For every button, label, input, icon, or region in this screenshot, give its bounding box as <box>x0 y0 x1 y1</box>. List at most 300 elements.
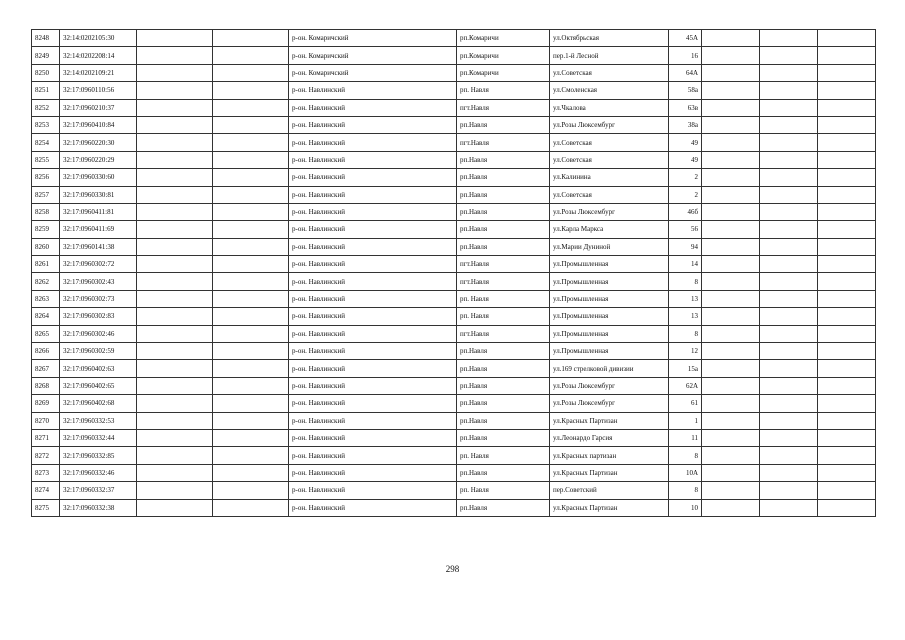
empty-cell <box>702 186 760 203</box>
empty-cell <box>702 325 760 342</box>
row-number-cell: 8273 <box>32 464 60 481</box>
cadastral-number-cell: 32:17:0960330:81 <box>60 186 137 203</box>
empty-cell <box>702 273 760 290</box>
house-number-cell: 2 <box>669 186 702 203</box>
street-cell: ул.Розы Люксембург <box>550 395 669 412</box>
locality-cell: пгт.Навля <box>457 99 550 116</box>
empty-cell <box>702 377 760 394</box>
house-number-cell: 49 <box>669 134 702 151</box>
house-number-cell: 61 <box>669 395 702 412</box>
district-cell: р-он. Навлинский <box>289 360 457 377</box>
district-cell: р-он. Навлинский <box>289 343 457 360</box>
empty-cell <box>213 116 289 133</box>
street-cell: ул.Калинина <box>550 169 669 186</box>
cadastral-number-cell: 32:17:0960210:37 <box>60 99 137 116</box>
empty-cell <box>760 499 818 516</box>
table-row <box>32 30 876 47</box>
table-row <box>32 116 876 133</box>
empty-cell <box>137 151 213 168</box>
empty-cell <box>137 30 213 47</box>
table-row <box>32 221 876 238</box>
empty-cell <box>213 64 289 81</box>
locality-cell: рп. Навля <box>457 290 550 307</box>
street-cell: ул.Промышленная <box>550 325 669 342</box>
district-cell: р-он. Навлинский <box>289 325 457 342</box>
empty-cell <box>760 343 818 360</box>
house-number-cell: 13 <box>669 308 702 325</box>
cadastral-number-cell: 32:17:0960220:30 <box>60 134 137 151</box>
empty-cell <box>760 395 818 412</box>
house-number-cell: 49 <box>669 151 702 168</box>
empty-cell <box>702 64 760 81</box>
district-cell: р-он. Навлинский <box>289 99 457 116</box>
row-number-cell: 8268 <box>32 377 60 394</box>
house-number-cell: 8 <box>669 482 702 499</box>
house-number-cell: 94 <box>669 238 702 255</box>
empty-cell <box>137 343 213 360</box>
row-number-cell: 8258 <box>32 203 60 220</box>
empty-cell <box>137 64 213 81</box>
house-number-cell: 38а <box>669 116 702 133</box>
empty-cell <box>137 377 213 394</box>
row-number-cell: 8263 <box>32 290 60 307</box>
district-cell: р-он. Навлинский <box>289 447 457 464</box>
table-row <box>32 186 876 203</box>
empty-cell <box>760 360 818 377</box>
empty-cell <box>137 47 213 64</box>
row-number-cell: 8272 <box>32 447 60 464</box>
empty-cell <box>760 256 818 273</box>
empty-cell <box>818 116 876 133</box>
locality-cell: рп.Навля <box>457 464 550 481</box>
empty-cell <box>702 290 760 307</box>
cadastral-number-cell: 32:14:0202109:21 <box>60 64 137 81</box>
empty-cell <box>818 256 876 273</box>
house-number-cell: 56 <box>669 221 702 238</box>
district-cell: р-он. Навлинский <box>289 256 457 273</box>
empty-cell <box>137 238 213 255</box>
table-row <box>32 256 876 273</box>
row-number-cell: 8254 <box>32 134 60 151</box>
cadastral-number-cell: 32:17:0960332:38 <box>60 499 137 516</box>
district-cell: р-он. Навлинский <box>289 464 457 481</box>
empty-cell <box>213 377 289 394</box>
house-number-cell: 14 <box>669 256 702 273</box>
empty-cell <box>213 290 289 307</box>
cadastral-number-cell: 32:17:0960302:46 <box>60 325 137 342</box>
empty-cell <box>818 151 876 168</box>
empty-cell <box>213 169 289 186</box>
table-row <box>32 99 876 116</box>
district-cell: р-он. Навлинский <box>289 116 457 133</box>
locality-cell: пгт.Навля <box>457 256 550 273</box>
table-row <box>32 238 876 255</box>
row-number-cell: 8265 <box>32 325 60 342</box>
cadastral-number-cell: 32:17:0960302:43 <box>60 273 137 290</box>
locality-cell: рп.Навля <box>457 412 550 429</box>
locality-cell: рп.Навля <box>457 360 550 377</box>
house-number-cell: 12 <box>669 343 702 360</box>
table-row <box>32 464 876 481</box>
empty-cell <box>137 186 213 203</box>
empty-cell <box>213 308 289 325</box>
row-number-cell: 8267 <box>32 360 60 377</box>
empty-cell <box>760 482 818 499</box>
district-cell: р-он. Навлинский <box>289 308 457 325</box>
house-number-cell: 8 <box>669 447 702 464</box>
house-number-cell: 64А <box>669 64 702 81</box>
house-number-cell: 62А <box>669 377 702 394</box>
street-cell: ул.Красных Партизан <box>550 412 669 429</box>
empty-cell <box>818 377 876 394</box>
empty-cell <box>702 343 760 360</box>
locality-cell: рп.Навля <box>457 343 550 360</box>
empty-cell <box>137 290 213 307</box>
empty-cell <box>213 343 289 360</box>
locality-cell: рп.Навля <box>457 186 550 203</box>
table-body <box>32 30 876 517</box>
row-number-cell: 8262 <box>32 273 60 290</box>
house-number-cell: 58а <box>669 82 702 99</box>
row-number-cell: 8261 <box>32 256 60 273</box>
cadastral-number-cell: 32:17:0960402:65 <box>60 377 137 394</box>
table-row <box>32 429 876 446</box>
locality-cell: рп.Комаричи <box>457 30 550 47</box>
registry-table <box>31 29 876 517</box>
row-number-cell: 8253 <box>32 116 60 133</box>
house-number-cell: 8 <box>669 273 702 290</box>
house-number-cell: 11 <box>669 429 702 446</box>
empty-cell <box>760 290 818 307</box>
empty-cell <box>702 238 760 255</box>
table-row <box>32 412 876 429</box>
street-cell: ул.Розы Люксембург <box>550 116 669 133</box>
empty-cell <box>760 464 818 481</box>
street-cell: ул.Промышленная <box>550 308 669 325</box>
empty-cell <box>818 47 876 64</box>
cadastral-number-cell: 32:17:0960220:29 <box>60 151 137 168</box>
street-cell: пер.Советский <box>550 482 669 499</box>
table-row <box>32 151 876 168</box>
table-row <box>32 395 876 412</box>
empty-cell <box>702 412 760 429</box>
empty-cell <box>702 99 760 116</box>
row-number-cell: 8269 <box>32 395 60 412</box>
empty-cell <box>702 116 760 133</box>
empty-cell <box>137 482 213 499</box>
cadastral-number-cell: 32:17:0960141:38 <box>60 238 137 255</box>
locality-cell: пгт.Навля <box>457 273 550 290</box>
empty-cell <box>760 325 818 342</box>
cadastral-number-cell: 32:17:0960302:73 <box>60 290 137 307</box>
house-number-cell: 1 <box>669 412 702 429</box>
row-number-cell: 8274 <box>32 482 60 499</box>
district-cell: р-он. Навлинский <box>289 151 457 168</box>
district-cell: р-он. Навлинский <box>289 134 457 151</box>
district-cell: р-он. Навлинский <box>289 221 457 238</box>
empty-cell <box>760 99 818 116</box>
table-row <box>32 482 876 499</box>
empty-cell <box>760 151 818 168</box>
empty-cell <box>137 203 213 220</box>
empty-cell <box>213 186 289 203</box>
empty-cell <box>818 64 876 81</box>
empty-cell <box>760 238 818 255</box>
house-number-cell: 16 <box>669 47 702 64</box>
street-cell: ул.Промышленная <box>550 343 669 360</box>
row-number-cell: 8251 <box>32 82 60 99</box>
empty-cell <box>137 221 213 238</box>
empty-cell <box>137 464 213 481</box>
empty-cell <box>137 325 213 342</box>
district-cell: р-он. Комаричский <box>289 30 457 47</box>
district-cell: р-он. Навлинский <box>289 290 457 307</box>
row-number-cell: 8275 <box>32 499 60 516</box>
empty-cell <box>213 256 289 273</box>
street-cell: ул.Октябрьская <box>550 30 669 47</box>
empty-cell <box>818 412 876 429</box>
street-cell: ул.Советская <box>550 186 669 203</box>
cadastral-number-cell: 32:14:0202105:30 <box>60 30 137 47</box>
empty-cell <box>760 134 818 151</box>
row-number-cell: 8248 <box>32 30 60 47</box>
cadastral-number-cell: 32:14:0202208:14 <box>60 47 137 64</box>
row-number-cell: 8270 <box>32 412 60 429</box>
empty-cell <box>760 186 818 203</box>
empty-cell <box>702 360 760 377</box>
locality-cell: рп.Комаричи <box>457 47 550 64</box>
empty-cell <box>213 47 289 64</box>
street-cell: ул.Промышленная <box>550 290 669 307</box>
table-row <box>32 134 876 151</box>
empty-cell <box>818 30 876 47</box>
table-row <box>32 47 876 64</box>
empty-cell <box>213 273 289 290</box>
empty-cell <box>760 273 818 290</box>
empty-cell <box>818 273 876 290</box>
locality-cell: пгт.Навля <box>457 325 550 342</box>
table-row <box>32 308 876 325</box>
cadastral-number-cell: 32:17:0960110:56 <box>60 82 137 99</box>
locality-cell: рп.Навля <box>457 395 550 412</box>
street-cell: ул.Промышленная <box>550 273 669 290</box>
cadastral-number-cell: 32:17:0960302:83 <box>60 308 137 325</box>
empty-cell <box>702 499 760 516</box>
table-row <box>32 273 876 290</box>
empty-cell <box>702 134 760 151</box>
empty-cell <box>137 134 213 151</box>
locality-cell: рп.Навля <box>457 116 550 133</box>
empty-cell <box>760 203 818 220</box>
empty-cell <box>702 429 760 446</box>
cadastral-number-cell: 32:17:0960402:68 <box>60 395 137 412</box>
empty-cell <box>702 203 760 220</box>
empty-cell <box>702 30 760 47</box>
cadastral-number-cell: 32:17:0960411:81 <box>60 203 137 220</box>
row-number-cell: 8256 <box>32 169 60 186</box>
row-number-cell: 8266 <box>32 343 60 360</box>
district-cell: р-он. Навлинский <box>289 273 457 290</box>
locality-cell: рп.Навля <box>457 238 550 255</box>
cadastral-number-cell: 32:17:0960302:59 <box>60 343 137 360</box>
empty-cell <box>702 464 760 481</box>
empty-cell <box>702 395 760 412</box>
row-number-cell: 8249 <box>32 47 60 64</box>
empty-cell <box>818 447 876 464</box>
house-number-cell: 15а <box>669 360 702 377</box>
table-row <box>32 377 876 394</box>
locality-cell: рп.Навля <box>457 151 550 168</box>
empty-cell <box>213 203 289 220</box>
empty-cell <box>760 30 818 47</box>
empty-cell <box>702 256 760 273</box>
row-number-cell: 8260 <box>32 238 60 255</box>
cadastral-number-cell: 32:17:0960410:84 <box>60 116 137 133</box>
street-cell: ул.169 стрелковой дивизии <box>550 360 669 377</box>
house-number-cell: 46б <box>669 203 702 220</box>
empty-cell <box>137 429 213 446</box>
empty-cell <box>137 412 213 429</box>
empty-cell <box>137 360 213 377</box>
empty-cell <box>760 429 818 446</box>
empty-cell <box>213 30 289 47</box>
row-number-cell: 8271 <box>32 429 60 446</box>
street-cell: ул.Розы Люксембург <box>550 203 669 220</box>
row-number-cell: 8259 <box>32 221 60 238</box>
locality-cell: рп. Навля <box>457 482 550 499</box>
empty-cell <box>818 360 876 377</box>
table-row <box>32 82 876 99</box>
cadastral-number-cell: 32:17:0960332:85 <box>60 447 137 464</box>
locality-cell: рп.Навля <box>457 203 550 220</box>
empty-cell <box>213 412 289 429</box>
street-cell: пер.1-й Лесной <box>550 47 669 64</box>
locality-cell: пгт.Навля <box>457 134 550 151</box>
house-number-cell: 2 <box>669 169 702 186</box>
empty-cell <box>818 238 876 255</box>
table-row <box>32 447 876 464</box>
street-cell: ул.Карла Маркса <box>550 221 669 238</box>
cadastral-number-cell: 32:17:0960330:60 <box>60 169 137 186</box>
street-cell: ул.Советская <box>550 151 669 168</box>
locality-cell: рп.Навля <box>457 429 550 446</box>
empty-cell <box>213 325 289 342</box>
cadastral-number-cell: 32:17:0960332:37 <box>60 482 137 499</box>
empty-cell <box>818 343 876 360</box>
empty-cell <box>818 464 876 481</box>
empty-cell <box>137 256 213 273</box>
cadastral-number-cell: 32:17:0960411:69 <box>60 221 137 238</box>
empty-cell <box>760 412 818 429</box>
district-cell: р-он. Навлинский <box>289 412 457 429</box>
empty-cell <box>702 308 760 325</box>
district-cell: р-он. Навлинский <box>289 429 457 446</box>
locality-cell: рп.Навля <box>457 499 550 516</box>
empty-cell <box>137 499 213 516</box>
locality-cell: рп. Навля <box>457 82 550 99</box>
empty-cell <box>760 116 818 133</box>
district-cell: р-он. Навлинский <box>289 203 457 220</box>
empty-cell <box>818 169 876 186</box>
district-cell: р-он. Навлинский <box>289 482 457 499</box>
empty-cell <box>702 82 760 99</box>
empty-cell <box>213 464 289 481</box>
house-number-cell: 45А <box>669 30 702 47</box>
house-number-cell: 13 <box>669 290 702 307</box>
empty-cell <box>760 221 818 238</box>
street-cell: ул.Леонардо Гарсия <box>550 429 669 446</box>
page-number: 298 <box>445 564 460 574</box>
empty-cell <box>213 238 289 255</box>
street-cell: ул.Смоленская <box>550 82 669 99</box>
empty-cell <box>137 99 213 116</box>
district-cell: р-он. Навлинский <box>289 377 457 394</box>
empty-cell <box>760 47 818 64</box>
table-row <box>32 360 876 377</box>
table-row <box>32 343 876 360</box>
locality-cell: рп.Навля <box>457 377 550 394</box>
empty-cell <box>137 395 213 412</box>
row-number-cell: 8257 <box>32 186 60 203</box>
cadastral-number-cell: 32:17:0960302:72 <box>60 256 137 273</box>
empty-cell <box>702 151 760 168</box>
table-row <box>32 203 876 220</box>
locality-cell: рп. Навля <box>457 447 550 464</box>
district-cell: р-он. Навлинский <box>289 169 457 186</box>
empty-cell <box>818 429 876 446</box>
district-cell: р-он. Навлинский <box>289 186 457 203</box>
district-cell: р-он. Навлинский <box>289 395 457 412</box>
empty-cell <box>213 82 289 99</box>
empty-cell <box>213 360 289 377</box>
district-cell: р-он. Навлинский <box>289 82 457 99</box>
empty-cell <box>818 325 876 342</box>
empty-cell <box>760 64 818 81</box>
empty-cell <box>760 169 818 186</box>
district-cell: р-он. Комаричский <box>289 64 457 81</box>
house-number-cell: 10А <box>669 464 702 481</box>
empty-cell <box>702 482 760 499</box>
empty-cell <box>213 151 289 168</box>
empty-cell <box>213 395 289 412</box>
empty-cell <box>760 308 818 325</box>
house-number-cell: 63в <box>669 99 702 116</box>
house-number-cell: 10 <box>669 499 702 516</box>
empty-cell <box>137 447 213 464</box>
row-number-cell: 8255 <box>32 151 60 168</box>
locality-cell: рп.Навля <box>457 169 550 186</box>
empty-cell <box>702 221 760 238</box>
empty-cell <box>760 377 818 394</box>
empty-cell <box>818 134 876 151</box>
district-cell: р-он. Комаричский <box>289 47 457 64</box>
street-cell: ул.Красных Партизан <box>550 499 669 516</box>
empty-cell <box>818 290 876 307</box>
empty-cell <box>818 203 876 220</box>
empty-cell <box>137 273 213 290</box>
empty-cell <box>213 499 289 516</box>
street-cell: ул.Марии Дуниной <box>550 238 669 255</box>
house-number-cell: 8 <box>669 325 702 342</box>
empty-cell <box>818 221 876 238</box>
street-cell: ул.Розы Люксембург <box>550 377 669 394</box>
locality-cell: рп.Навля <box>457 221 550 238</box>
empty-cell <box>137 169 213 186</box>
street-cell: ул.Красных Партизан <box>550 464 669 481</box>
row-number-cell: 8250 <box>32 64 60 81</box>
table-row <box>32 169 876 186</box>
empty-cell <box>818 499 876 516</box>
